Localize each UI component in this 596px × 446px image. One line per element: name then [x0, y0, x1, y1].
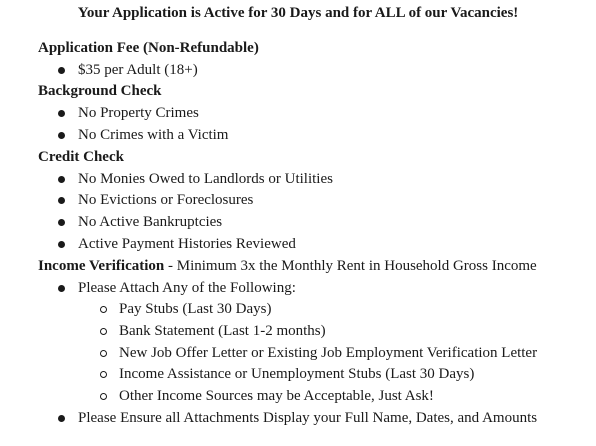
- sub-list-item-text: New Job Offer Letter or Existing Job Employment Verification Letter: [119, 345, 538, 361]
- list-item: [58, 279, 296, 297]
- heading-income-verification-detail: - Minimum 3x the Monthly Rent in Household Gross Income: [164, 258, 537, 274]
- list-item: [58, 409, 537, 427]
- sub-list-item-text: Bank Statement (Last 1-2 months): [119, 323, 326, 339]
- list-item-text: No Evictions or Foreclosures: [78, 192, 254, 208]
- list-item-text: No Crimes with a Victim: [78, 127, 229, 143]
- sub-list-item: [100, 344, 537, 362]
- list-item-text: Please Ensure all Attachments Display your Full Name, Dates, and Amounts: [78, 410, 538, 426]
- sub-list-item-text: Income Assistance or Unemployment Stubs (Last 30 Days): [119, 366, 475, 382]
- heading-application-fee: Application Fee (Non-Refundable): [38, 40, 259, 56]
- list-item-text: No Monies Owed to Landlords or Utilities: [78, 171, 333, 187]
- sub-list-item: [100, 365, 474, 383]
- sub-list-item-text: Pay Stubs (Last 30 Days): [119, 301, 272, 317]
- list-item: [58, 170, 333, 188]
- list-item: [58, 235, 296, 253]
- list-item: [58, 191, 253, 209]
- sub-list-item-text: Other Income Sources may be Acceptable, Just Ask!: [119, 388, 434, 404]
- list-item-text: No Active Bankruptcies: [78, 214, 223, 230]
- list-item-text: Please Attach Any of the Following:: [78, 280, 296, 296]
- sub-list-item: [100, 322, 326, 340]
- page-title: Your Application is Active for 30 Days and for ALL of our Vacancies!: [77, 5, 519, 21]
- list-item: [58, 126, 228, 144]
- list-item-text: Active Payment Histories Reviewed: [78, 236, 296, 252]
- sub-list-item: [100, 387, 434, 405]
- heading-income-verification-label: Income Verification: [38, 258, 165, 274]
- heading-background-check: Background Check: [38, 83, 162, 99]
- list-item: [58, 213, 222, 231]
- sub-list-item: [100, 300, 272, 318]
- heading-income-verification: [38, 257, 537, 275]
- list-item-text: $35 per Adult (18+): [78, 62, 198, 78]
- list-item: [58, 104, 199, 122]
- heading-credit-check: Credit Check: [38, 149, 124, 165]
- list-item: [58, 61, 198, 79]
- list-item-text: No Property Crimes: [78, 105, 199, 121]
